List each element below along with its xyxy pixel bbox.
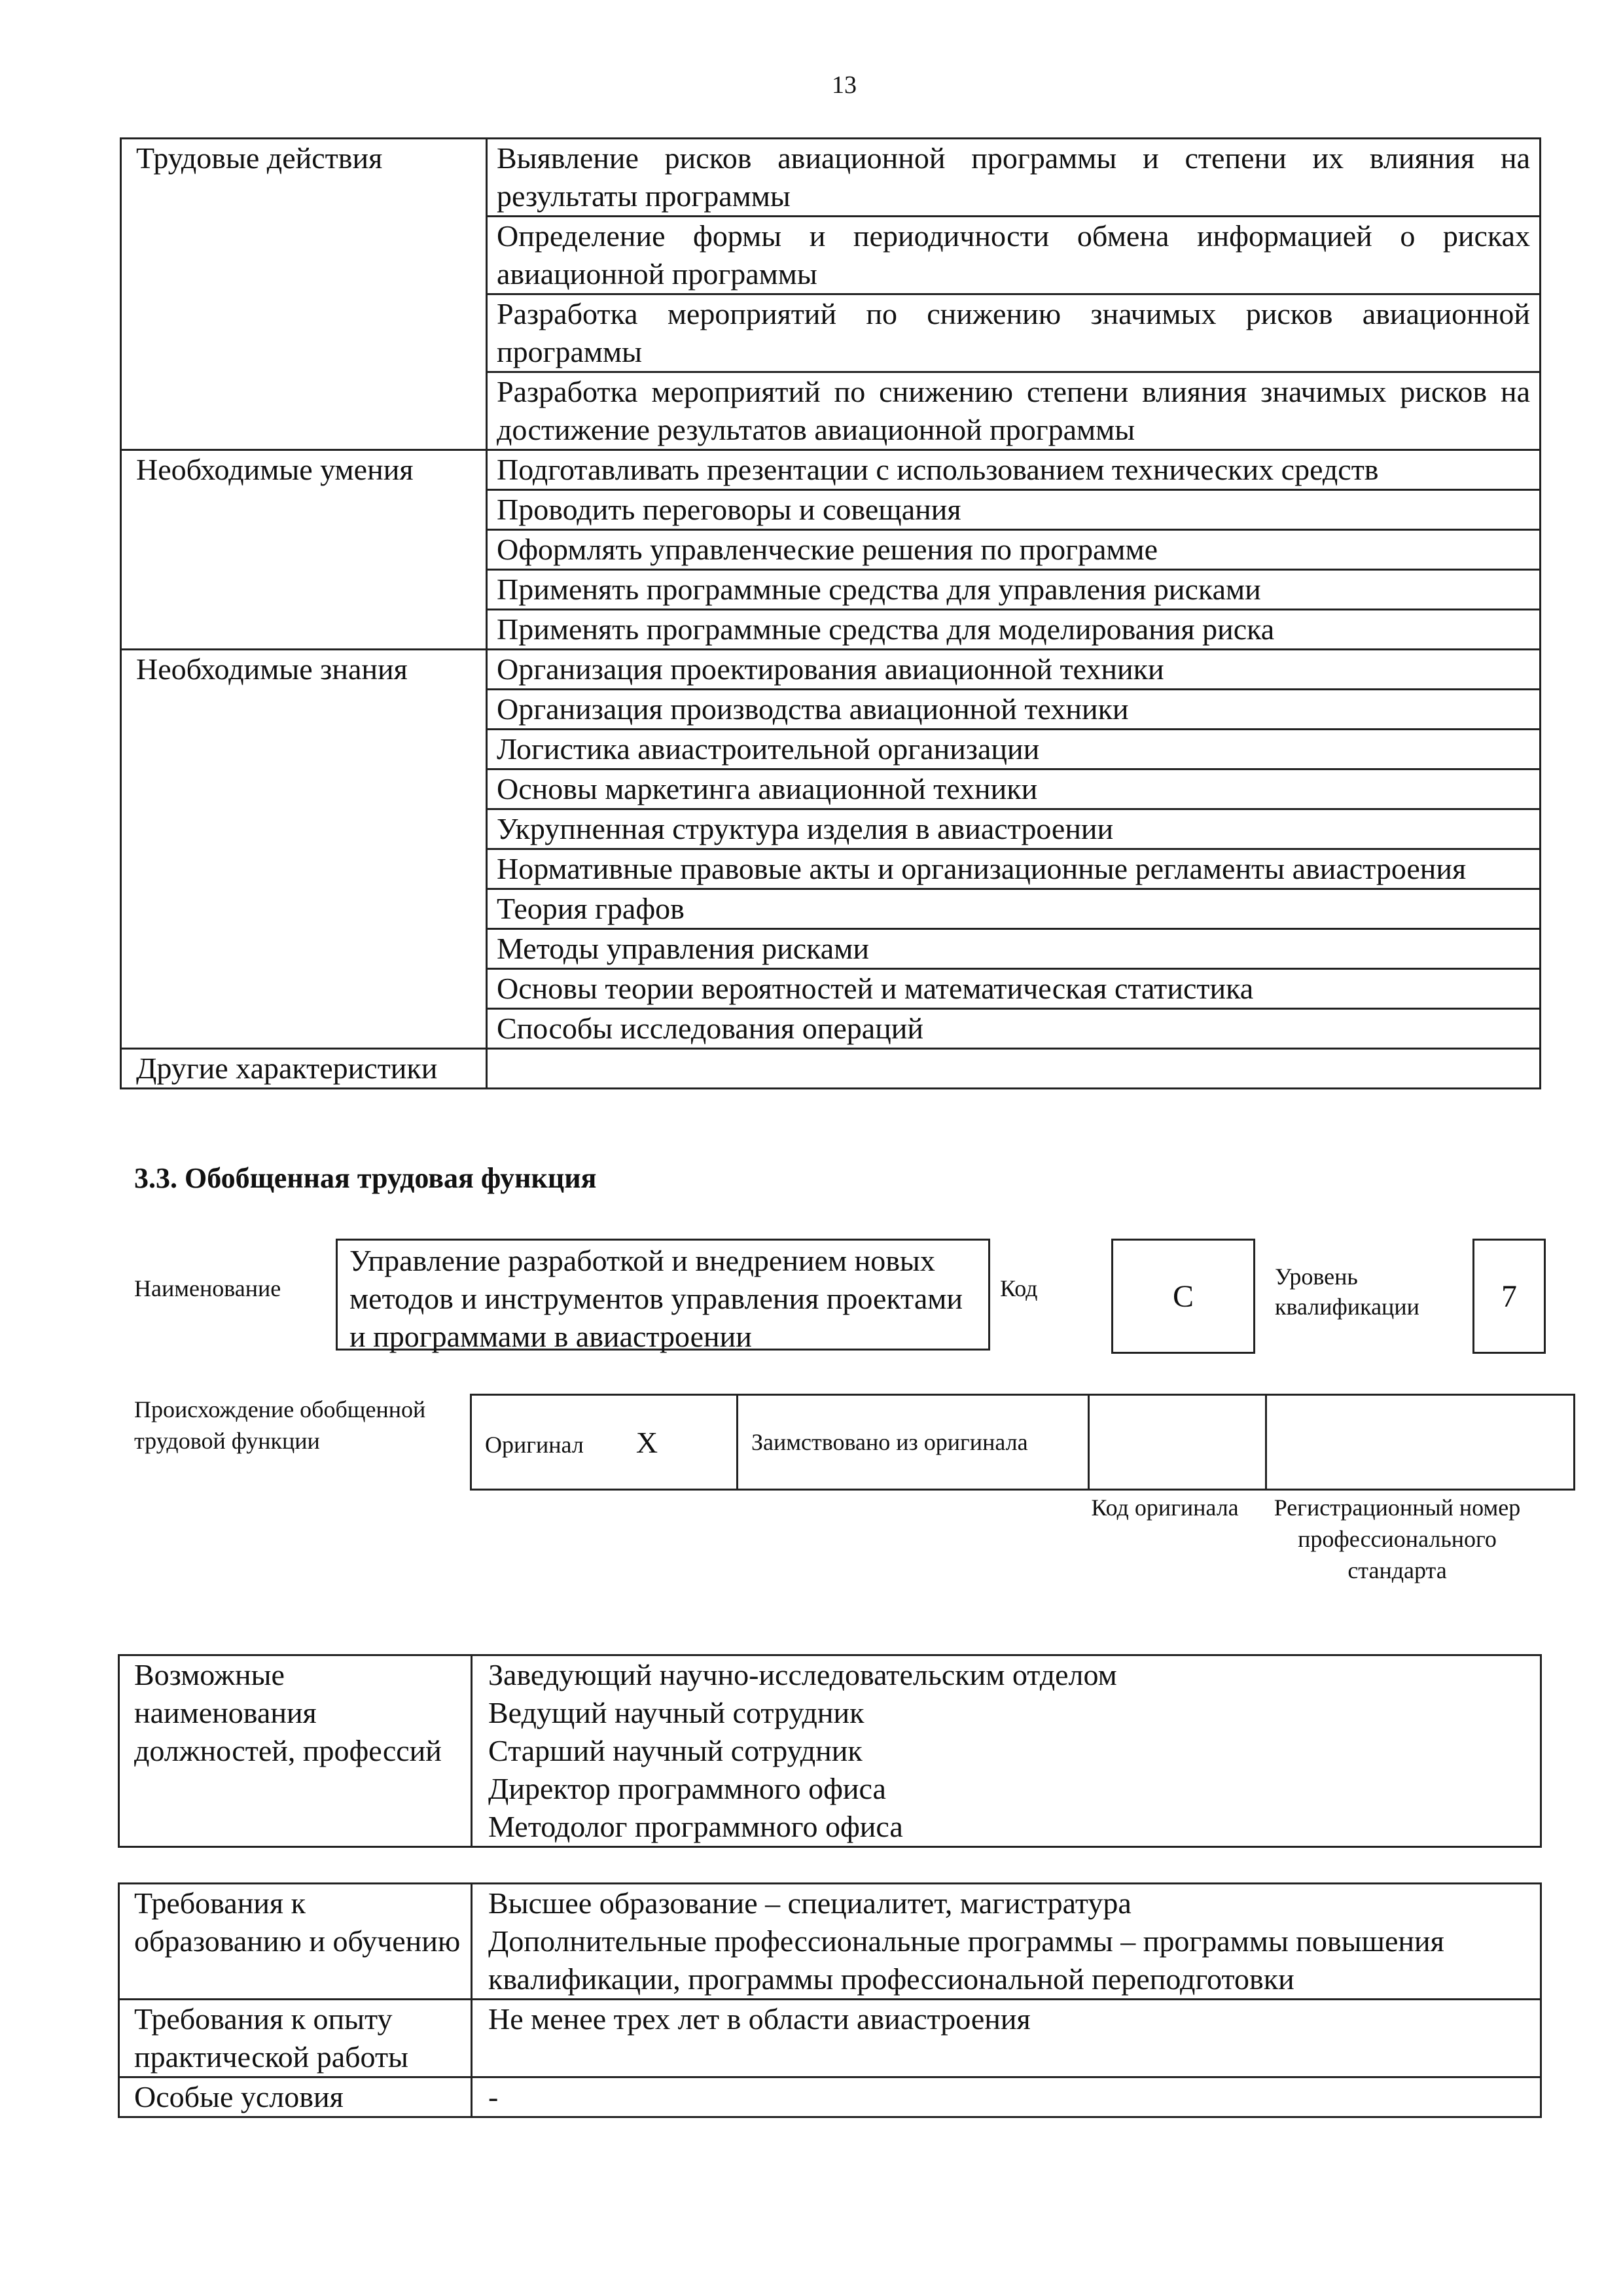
experience-requirements-label: Требования к опыту практической работы xyxy=(119,2000,472,2077)
registration-number-caption: Регистрационный номер профессионального стандарта xyxy=(1274,1494,1521,1583)
table-cell: Нормативные правовые акты и организационные регламенты авиастроения xyxy=(487,849,1541,889)
row-label-required-skills: Необходимые умения xyxy=(121,450,487,650)
table-cell: Теория графов xyxy=(487,889,1541,929)
table-cell: Подготавливать презентации с использованием технических средств xyxy=(487,450,1541,490)
row-label-other-characteristics: Другие характеристики xyxy=(121,1049,487,1089)
table-cell: Методы управления рисками xyxy=(487,929,1541,969)
code-label: Код xyxy=(1000,1275,1038,1301)
positions-table xyxy=(118,1654,1542,1848)
special-conditions-label: Особые условия xyxy=(119,2077,472,2117)
experience-requirements-value: Не менее трех лет в области авиастроения xyxy=(472,2000,1541,2077)
list-item: Заведующий научно-исследовательским отделом xyxy=(488,1658,1117,1691)
table-cell: Основы теории вероятностей и математическая статистика xyxy=(487,969,1541,1009)
table-row xyxy=(119,1655,1541,1847)
positions-list xyxy=(472,1655,1541,1847)
name-label: Наименование xyxy=(134,1275,281,1301)
table-cell: Основы маркетинга авиационной техники xyxy=(487,769,1541,809)
table-row xyxy=(119,1884,1541,2000)
origin-label: Происхождение обобщенной трудовой функции xyxy=(134,1396,426,1454)
original-code-cell xyxy=(1089,1395,1266,1490)
row-label-required-knowledge: Необходимые знания xyxy=(121,650,487,1049)
table-cell: Оформлять управленческие решения по программе xyxy=(487,530,1541,570)
requirements-table xyxy=(118,1882,1542,2118)
borrowed-label: Заимствовано из оригинала xyxy=(738,1395,1089,1490)
table-cell-empty xyxy=(487,1049,1541,1089)
table-cell: Разработка мероприятий по снижению степени влияния значимых рисков на достижение результатов авиационной программы xyxy=(487,372,1541,450)
origin-table xyxy=(470,1394,1575,1491)
table-cell: Определение формы и периодичности обмена информацией о рисках авиационной программы xyxy=(487,217,1541,294)
list-item: Высшее образование – специалитет, магистратура xyxy=(488,1886,1132,1920)
education-requirements-label: Требования к образованию и обучению xyxy=(119,1884,472,2000)
special-conditions-value: - xyxy=(472,2077,1541,2117)
table-row xyxy=(121,1049,1541,1089)
original-mark: X xyxy=(635,1425,658,1459)
original-cell xyxy=(471,1395,738,1490)
table-cell: Выявление рисков авиационной программы и степени их влияния на результаты программы xyxy=(487,139,1541,217)
table-row xyxy=(119,2077,1541,2117)
positions-label: Возможные наименования должностей, профессий xyxy=(119,1655,472,1847)
registration-number-cell xyxy=(1266,1395,1575,1490)
table-cell: Логистика авиастроительной организации xyxy=(487,730,1541,769)
table-cell: Проводить переговоры и совещания xyxy=(487,490,1541,530)
table-cell: Разработка мероприятий по снижению значимых рисков авиационной программы xyxy=(487,294,1541,372)
table-cell: Применять программные средства для управления рисками xyxy=(487,570,1541,610)
function-name-value: Управление разработкой и внедрением новых методов и инструментов управления проектами и программами в авиастроении xyxy=(336,1239,990,1351)
row-label-work-actions: Трудовые действия xyxy=(121,139,487,450)
table-row xyxy=(119,2000,1541,2077)
code-value: C xyxy=(1111,1239,1255,1354)
education-requirements-value xyxy=(472,1884,1541,2000)
table-row xyxy=(121,139,1541,217)
list-item: Методолог программного офиса xyxy=(488,1810,903,1843)
table-row xyxy=(121,650,1541,690)
table-cell: Способы исследования операций xyxy=(487,1009,1541,1049)
section-heading: 3.3. Обобщенная трудовая функция xyxy=(134,1162,597,1194)
original-label: Оригинал xyxy=(485,1431,584,1458)
table-cell: Организация производства авиационной техники xyxy=(487,690,1541,730)
table-cell: Укрупненная структура изделия в авиастроении xyxy=(487,809,1541,849)
table-cell: Применять программные средства для моделирования риска xyxy=(487,610,1541,650)
page-number: 13 xyxy=(832,71,857,99)
table-cell: Организация проектирования авиационной техники xyxy=(487,650,1541,690)
list-item: Директор программного офиса xyxy=(488,1772,886,1805)
qualification-level-label: Уровень квалификации xyxy=(1275,1263,1419,1320)
original-code-caption: Код оригинала xyxy=(1091,1494,1239,1521)
table-row xyxy=(471,1395,1575,1490)
qualification-level-value: 7 xyxy=(1472,1239,1546,1354)
list-item: Ведущий научный сотрудник xyxy=(488,1696,865,1729)
table-row xyxy=(121,450,1541,490)
list-item: Дополнительные профессиональные программы – программы повышения квалификации, программы профессиональной переподготовки xyxy=(488,1924,1444,1996)
work-characteristics-table xyxy=(120,137,1541,1089)
list-item: Старший научный сотрудник xyxy=(488,1734,863,1767)
